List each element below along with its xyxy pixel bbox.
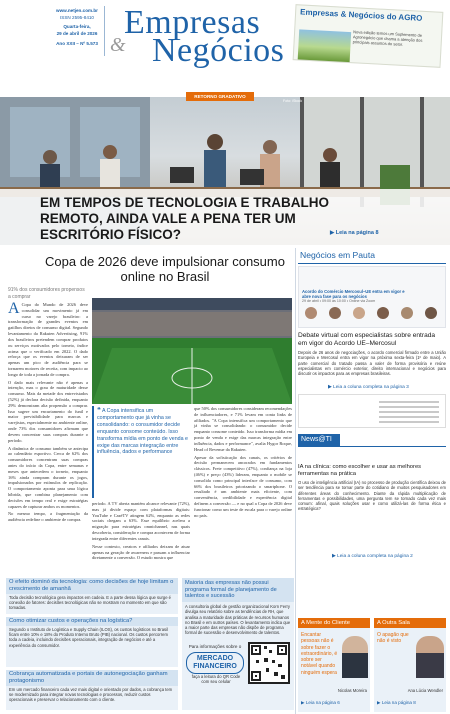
box-technology-text: Toda decisão tecnológica gera impactos em cadeia. E a parte dessa lógica que surge é conexão de fatores: decisões tecnológicas não se mostram no momento em que são tomadas. <box>9 594 172 611</box>
stadium-photo <box>92 298 292 404</box>
pauta-link-label: Leia a coluna completa na página 3 <box>333 385 409 390</box>
column-1-paragraph-4: No mesmo tempo, a fragmentação da audiência redefine o ambiente de compra. <box>8 511 88 523</box>
pauta-divider <box>298 263 446 264</box>
stadium-image <box>92 298 292 404</box>
site-url[interactable]: www.netjen.com.br <box>56 8 98 13</box>
column-3-paragraph-2: Apesar da sofisticação dos canais, os critérios de decisão permanecem ancorados em fundamentos clássicos. Frete competitivo (47%), confiança na loja (46%) e preço (43%) lideram, enquanto o mobile se consolida como principal interface de consumo, com 66% dos brasileiros priorizando o smartphone. O resultado é um ambiente mais eficiente, com conveniência, credibilidade e experiência digital definem a conversão — e no qual a Copa de 2026 deve funcionar como um teste de escala para o varejo online no país. <box>194 454 292 518</box>
avatar <box>329 307 341 319</box>
avatar <box>425 307 437 319</box>
news-header: News@TI <box>298 434 340 446</box>
mente-link-label: Leia na página 6 <box>305 700 340 705</box>
arrow-right-icon: ▶ <box>301 700 305 705</box>
mente-link[interactable] <box>301 700 340 706</box>
mente-author: Nicolas Moreira <box>337 688 367 693</box>
pauta-banner-date: 29 de abril • 09:00 às 10:00 • Online via Zoom <box>302 299 376 303</box>
pauta-title[interactable]: Debate virtual com especialistas sobre entrada em vigor do Acordo UE–Mercosul <box>298 332 436 348</box>
avatar <box>401 307 413 319</box>
hero-link-label: Leia na página 8 <box>335 230 379 236</box>
box-collections[interactable] <box>6 670 178 710</box>
column-1-paragraph-3: A dinâmica de consumo também se antecipa ao calendário esportivo. Cerca de 62% dos consumidores concentram suas compras antes do início da Copa, entre semanas e meses que antecedem o torneio, enquanto 16% ainda compram durante os jogos, impulsionados por estímulos de replicação. O comportamento aponta para uma lógica híbrida, que combina planejamento com decisões em tempo real e exige estratégias capazes de capturar ambos os momentos. <box>8 445 88 509</box>
pull-quote-text: A Copa intensifica um comportamento que já vinha se consolidando: o consumidor decide enquanto consome conteúdo. Isso transforma mídia em ponto de venda e exige das marcas integração entre influência, dados e performance <box>97 408 188 456</box>
agro-field-image <box>298 29 351 62</box>
box-technology-title: O efeito dominó da tecnologia: como decisões de hoje limitam o crescimento de amanhã <box>6 578 178 594</box>
article-column-1 <box>8 302 88 523</box>
qr-code-icon[interactable] <box>248 642 290 684</box>
main-title[interactable]: Copa de 2026 deve impulsionar consumo online no Brasil <box>45 254 285 284</box>
news-link[interactable] <box>332 554 413 559</box>
box-logistics-text: Segundo o Instituto de Logística e Supply Chain (ILOS), os custos logísticos no Brasil ficam entre 10% e 18% do Produto Interno Bruto (PIB) nacional. Os custos percorrem toda a cadeia, incluindo decisões operacionais, integração de negócios e até a experiência do consumidor. <box>9 626 168 648</box>
promo-box[interactable] <box>182 578 294 710</box>
agro-supplement-teaser: Nova edição temos um Suplemento de Agronegócio que chama a atenção dos principais assuntos do setor. <box>352 29 423 47</box>
main-subtitle: 91% dos consumidores propensos a comprar <box>8 287 85 300</box>
arrow-right-icon: ▶ <box>328 385 332 390</box>
classified-block <box>298 394 446 428</box>
news-link-label: Leia a coluna completa na página 2 <box>337 554 413 559</box>
agro-supplement-title: Empresas & Negócios do AGRO <box>299 7 423 23</box>
arrow-right-icon: ▶ <box>330 230 335 236</box>
edition-number: Ano XXII – Nº 5.573 <box>56 40 98 46</box>
box-logistics[interactable] <box>6 617 178 667</box>
masthead <box>0 0 450 97</box>
mente-photo <box>342 636 368 678</box>
avatar <box>377 307 389 319</box>
arrow-right-icon: ▶ <box>332 554 336 559</box>
arrow-right-icon: ▶ <box>377 700 381 705</box>
pauta-header: Negócios em Pauta <box>300 250 375 260</box>
column-3-paragraph-1: que 50% dos consumidores consideram recomendações de influenciadores, e 71% levam em conta links de afiliados. "A Copa intensifica um comportamento que já vinha se consolidando: o consumidor decide enquanto consome conteúdo. Isso transforma mídia em ponto de venda e exige das marcas integração entre influência, dados e performance", avalia Hygor Roque, Head of Revenue da Rakuten. <box>194 406 292 452</box>
box-logistics-title: Como otimizar custos e operações na logística? <box>6 617 178 626</box>
logo-word-2: Negócios <box>152 32 285 69</box>
issue-day: Quarta-feira, <box>63 24 91 30</box>
column-1-paragraph-2: O dado mais relevante não é apenas a intenção, mas o grau de maturidade desse consumo. Mais da metade dos entrevistados (52%) já declara decisão definida, enquanto 29% demonstram alta propensão a comprar. Isso sugere um encurtamento do funil e maior previsibilidade para marcas e varejistas, especialmente no ambiente online, onde 73% dos consumidores afirmam que devem concentrar suas compras durante o período. <box>8 379 88 443</box>
pauta-link[interactable] <box>328 385 409 390</box>
news-text: O uso de inteligência artificial (IA) no processo de produção científica deixou de ser tendência para se tornar parte do cotidiano de muitos pesquisadores em diferentes áreas do conhecimento. Diante da rápida multiplicação de ferramentas e possibilidades, uma pergunta tem se tornado cada vez mais comum: afinal, quais soluções usar e como utilizá-las de forma ética e estratégica? <box>298 480 446 512</box>
box-collections-text: Em um mercado financeiro cada vez mais digital e orientado por dados, a cobrança tem se modernizado para integrar novas tecnologias e processos, reduzir custos operacionais e preservar o relacionamento com o cliente. <box>9 686 173 703</box>
news-divider <box>298 446 446 447</box>
mente-header: A Mente do Cliente <box>298 618 370 628</box>
quote-mark-icon: ❝ <box>97 407 101 414</box>
column-2-paragraph-2: Nesse contexto, creators e afiliados deixam de atuar apenas na geração de awareness e passam a influenciar diretamente a conversão. O estudo mostra que <box>92 543 190 561</box>
mente-box[interactable] <box>298 618 370 712</box>
column-2-paragraph-1: período. A TV aberta mantém alcance relevante (72%), mas já divide espaço com plataformas digitais: YouTube e CazéTV atingem 62%, enquanto as redes sociais chegam a 63%. Esse equilíbrio acelera a migração para estratégias omnichannel, nas quais descoberta, consideração e compra acontecem de forma integrada entre diferentes canais. <box>92 501 190 541</box>
pull-quote <box>92 406 190 498</box>
speaker-row <box>305 307 441 325</box>
promo-title: Maioria das empresas não possui programa formal de planejamento de talentos e sucessão <box>182 578 294 602</box>
promo-brand: MERCADO FINANCEIRO <box>186 652 244 674</box>
masthead-info <box>52 8 102 47</box>
mente-quote: Encantar pessoas não é sobre fazer o extraordinário, é sobre ser notável quando ninguém espera <box>301 632 338 676</box>
promo-text: A consultoria global de gestão organizacional Korn Ferry divulga seu relatório sobre as tendências de RH, que analisa a maturidade das práticas de recursos humanos no Brasil e em outros países. O levantamento indica que a maior parte das empresas não dispõe de programa formal de sucessão e desenvolvimento de talentos. <box>185 604 291 636</box>
outra-link-label: Leia na página 8 <box>381 700 416 705</box>
outra-link[interactable] <box>377 700 416 706</box>
outra-photo <box>416 636 444 678</box>
column-separator <box>295 248 296 714</box>
promo-label: Para informações sobre o <box>188 644 242 649</box>
pauta-banner[interactable] <box>298 266 446 328</box>
section-badge: RETORNO GRADATIVO <box>186 92 254 101</box>
article-column-3 <box>194 406 292 518</box>
logo-ampersand: & <box>110 34 126 56</box>
issn: ISSN 2595-8410 <box>60 14 94 20</box>
drop-cap: A <box>8 300 20 317</box>
right-column <box>298 248 446 714</box>
article-column-2 <box>92 406 190 561</box>
column-1-paragraph-1: Copa do Mundo de 2026 deve consolidar um movimento já em curso no varejo brasileiro: a transformação de grandes eventos em gatilhos diretos de consumo digital. Segundo levantamento da Rakuten Advertising, 91% dos brasileiros pretendem comprar produtos ou serviços motivados pelo torneio, índice acima que o verificado em 2022. O dado reforça que os eventos deixaram de ser apenas um pico de audiência para se tornarem motores de receita, com impacto ao longo de toda a jornada de compra. <box>8 302 88 377</box>
outra-author: Ana Lúcia Wendler <box>407 688 443 693</box>
issue-date: 29 de abril de 2026 <box>56 30 98 36</box>
news-title[interactable]: IA na clínica: como escolher e usar as melhores ferramentas na prática <box>298 464 422 478</box>
logo <box>108 4 288 74</box>
avatar <box>305 307 317 319</box>
outra-quote: O apagão que não é visto <box>377 632 409 645</box>
pauta-text: Depois de 26 anos de negociações, o acordo comercial firmado entre a União Europeia e Mercosul entra em vigor na próxima sexta-feira (1º de maio). A parte comercial do tratado passa a valer de forma provisória e reúne especialistas em comércio exterior, direito internacional e negócios para discutir os impactos para as empresas brasileiras. <box>298 350 446 376</box>
outra-box[interactable] <box>374 618 446 712</box>
hero-headline[interactable]: EM TEMPOS DE TECNOLOGIA E TRABALHO REMOTO, AINDA VALE A PENA TER UM ESCRITÓRIO FÍSICO? <box>40 195 330 242</box>
box-technology[interactable] <box>6 578 178 614</box>
pauta-banner-title: Acordo do Comércio Mercosul–UE entra em vigor e abre nova fase para os negócios <box>302 289 405 300</box>
agro-supplement-cover[interactable] <box>293 4 444 68</box>
box-collections-title: Cobrança automatizada e portais de autonegociação ganham protagonismo <box>6 670 178 686</box>
hero-link[interactable] <box>330 230 379 236</box>
outra-header: A Outra Sala <box>374 618 446 628</box>
avatar <box>353 307 365 319</box>
logo-word-1: Empresas <box>124 4 261 41</box>
promo-qr-hint: faça a leitura do QR Code com seu celular <box>191 674 241 684</box>
photo-credit: Foto: iStock <box>283 99 302 103</box>
hero-photo <box>0 97 450 245</box>
masthead-divider <box>104 6 105 56</box>
